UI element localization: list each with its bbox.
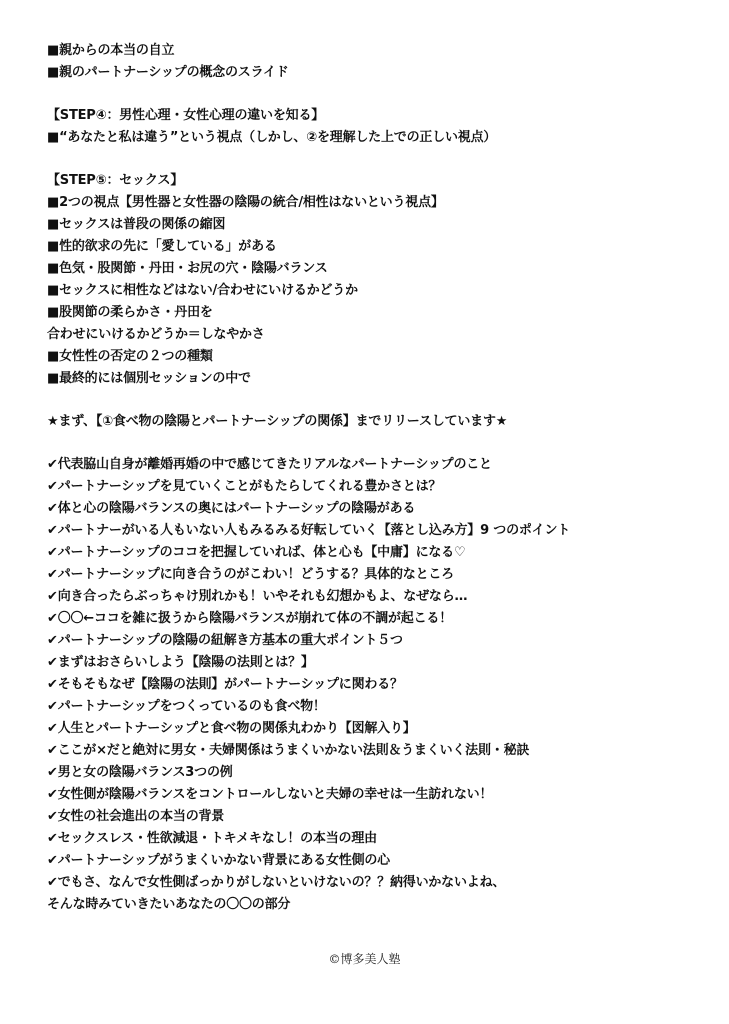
list-item: ■“あなたと私は違う”という視点（しかし、②を理解した上での正しい視点） — [47, 130, 497, 145]
step4-heading: 【STEP④：男性心理・女性心理の違いを知る】 — [47, 108, 325, 123]
step5-heading: 【STEP⑤：セックス】 — [47, 173, 184, 188]
section-top — [47, 40, 707, 84]
checklist — [47, 454, 707, 916]
list-item: ■セックスは普段の関係の縮図 — [47, 217, 226, 232]
list-item: ■親からの本当の自立 — [47, 43, 175, 58]
list-item: ■股関節の柔らかさ・丹田を — [47, 305, 213, 320]
check-item: ✔向き合ったらぶっちゃけ別れかも！いやそれも幻想かもよ、なぜなら… — [47, 589, 468, 604]
list-item: ■女性性の否定の２つの種類 — [47, 349, 213, 364]
check-item: ✔パートナーシップがうまくいかない背景にある女性側の心 — [47, 853, 390, 868]
spacer — [47, 84, 707, 105]
check-item: そんな時みていきたいあなたの〇〇の部分 — [47, 897, 291, 912]
list-item: ■色気・股関節・丹田・お尻の穴・陰陽バランス — [47, 261, 328, 276]
copyright-footer: ©博多美人塾 — [328, 952, 401, 966]
check-item: ✔セックスレス・性欲減退・トキメキなし！の本当の理由 — [47, 831, 377, 846]
list-item: ■セックスに相性などはない/合わせにいけるかどうか — [47, 283, 358, 298]
list-item: 合わせにいけるかどうか＝しなやかさ — [47, 327, 265, 342]
check-item: ✔女性側が陰陽バランスをコントロールしないと夫婦の幸せは一生訪れない！ — [47, 787, 493, 802]
section-step4 — [47, 105, 707, 149]
check-item: ✔体と心の陰陽バランスの奥にはパートナーシップの陰陽がある — [47, 501, 416, 516]
check-item: ✔パートナーがいる人もいない人もみるみる好転していく【落とし込み方】9 つのポイント — [47, 523, 571, 538]
check-item: ✔パートナーシップをつくっているのも食べ物！ — [47, 699, 326, 714]
spacer — [47, 390, 707, 411]
check-item: ✔人生とパートナーシップと食べ物の関係丸わかり【図解入り】 — [47, 721, 416, 736]
check-item: ✔まずはおさらいしよう【陰陽の法則とは？】 — [47, 655, 314, 670]
check-item: ✔そもそもなぜ【陰陽の法則】がパートナーシップに関わる？ — [47, 677, 403, 692]
check-item: ✔〇〇←ココを雑に扱うから陰陽バランスが崩れて体の不調が起こる！ — [47, 611, 452, 626]
list-item: ■2つの視点【男性器と女性器の陰陽の統合/相性はないという視点】 — [47, 195, 444, 210]
check-item: ✔パートナーシップのココを把握していれば、体と心も【中庸】になる♡ — [47, 545, 466, 560]
list-item: ■性的欲求の先に「愛している」がある — [47, 239, 277, 254]
check-item: ✔ここが×だと絶対に男女・夫婦関係はうまくいかない法則＆うまくいく法則・秘訣 — [47, 743, 530, 758]
list-item: ■最終的には個別セッションの中で — [47, 371, 251, 386]
check-item: ✔女性の社会進出の本当の背景 — [47, 809, 225, 824]
check-item: ✔パートナーシップを見ていくことがもたらしてくれる豊かさとは？ — [47, 479, 442, 494]
document-content — [47, 40, 707, 916]
check-item: ✔パートナーシップの陰陽の紐解き方基本の重大ポイント５つ — [47, 633, 403, 648]
check-item: ✔パートナーシップに向き合うのがこわい！どうする？具体的なところ — [47, 567, 454, 582]
list-item: ■親のパートナーシップの概念のスライド — [47, 65, 289, 80]
check-item: ✔でもさ、なんで女性側ばっかりがしないといけないの？？納得いかないよね、 — [47, 875, 506, 890]
spacer — [47, 149, 707, 170]
check-item: ✔代表脇山自身が離婚再婚の中で感じてきたリアルなパートナーシップのこと — [47, 457, 492, 472]
section-step5 — [47, 170, 707, 390]
spacer — [47, 433, 707, 454]
release-note: ★まず、【①食べ物の陰陽とパートナーシップの関係】までリリースしています★ — [47, 414, 508, 429]
check-item: ✔男と女の陰陽バランス3つの例 — [47, 765, 233, 780]
